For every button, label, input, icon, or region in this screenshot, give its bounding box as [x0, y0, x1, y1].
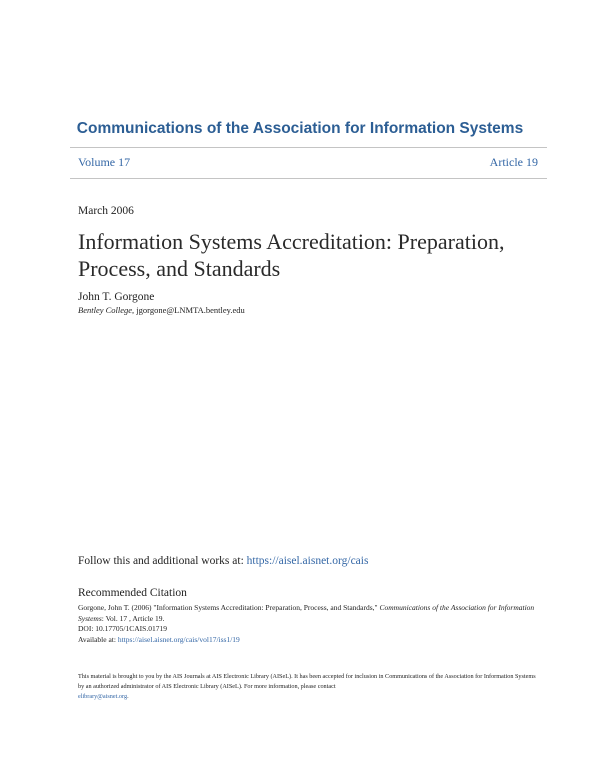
header-divider-bottom — [70, 178, 547, 179]
contact-email-link[interactable]: elibrary@aisnet.org — [78, 693, 128, 700]
citation-journal: Communications of the Association for Information Systems — [78, 603, 535, 623]
citation-author-title: Gorgone, John T. (2006) "Information Systems Accreditation: Preparation, Process, and Standards," — [78, 603, 378, 612]
header-divider-top — [70, 147, 547, 148]
availability-text: This material is brought to you by the AIS Journals at AIS Electronic Library (AISeL). It has been accepted for inclusion in Communications of the Association for Information Systems by an authorized administrator of AIS Electronic Library (AISeL). For more information, please contact — [78, 673, 536, 690]
journal-title[interactable]: Communications of the Association for Information Systems — [76, 120, 524, 137]
follow-link[interactable]: https://aisel.aisnet.org/cais — [246, 555, 369, 567]
author-institution: Bentley College — [78, 305, 133, 315]
availability-notice — [78, 672, 540, 702]
citation-available-link[interactable]: https://aisel.aisnet.org/cais/vol17/iss1/19 — [117, 634, 240, 644]
article-link[interactable]: Article 19 — [489, 155, 538, 169]
citation-doi: DOI: 10.17705/1CAIS.01719 — [78, 624, 167, 633]
volume-link[interactable]: Volume 17 — [78, 155, 131, 169]
author-affiliation: Bentley College, jgorgone@LNMTA.bentley.edu — [78, 305, 245, 315]
follow-text: Follow this and additional works at: — [78, 555, 244, 567]
author-name: John T. Gorgone — [78, 291, 155, 303]
citation-available-label: Available at: — [78, 634, 116, 644]
publication-date: March 2006 — [78, 205, 134, 217]
recommended-citation-heading: Recommended Citation — [78, 587, 187, 599]
author-email: jgorgone@LNMTA.bentley.edu — [136, 305, 245, 315]
availability-end: . — [127, 693, 129, 700]
follow-line — [78, 555, 368, 567]
citation-block — [78, 603, 548, 645]
citation-volume: : Vol. 17 , Article 19. — [101, 613, 165, 623]
article-title: Information Systems Accreditation: Preparation, Process, and Standards — [78, 229, 505, 281]
